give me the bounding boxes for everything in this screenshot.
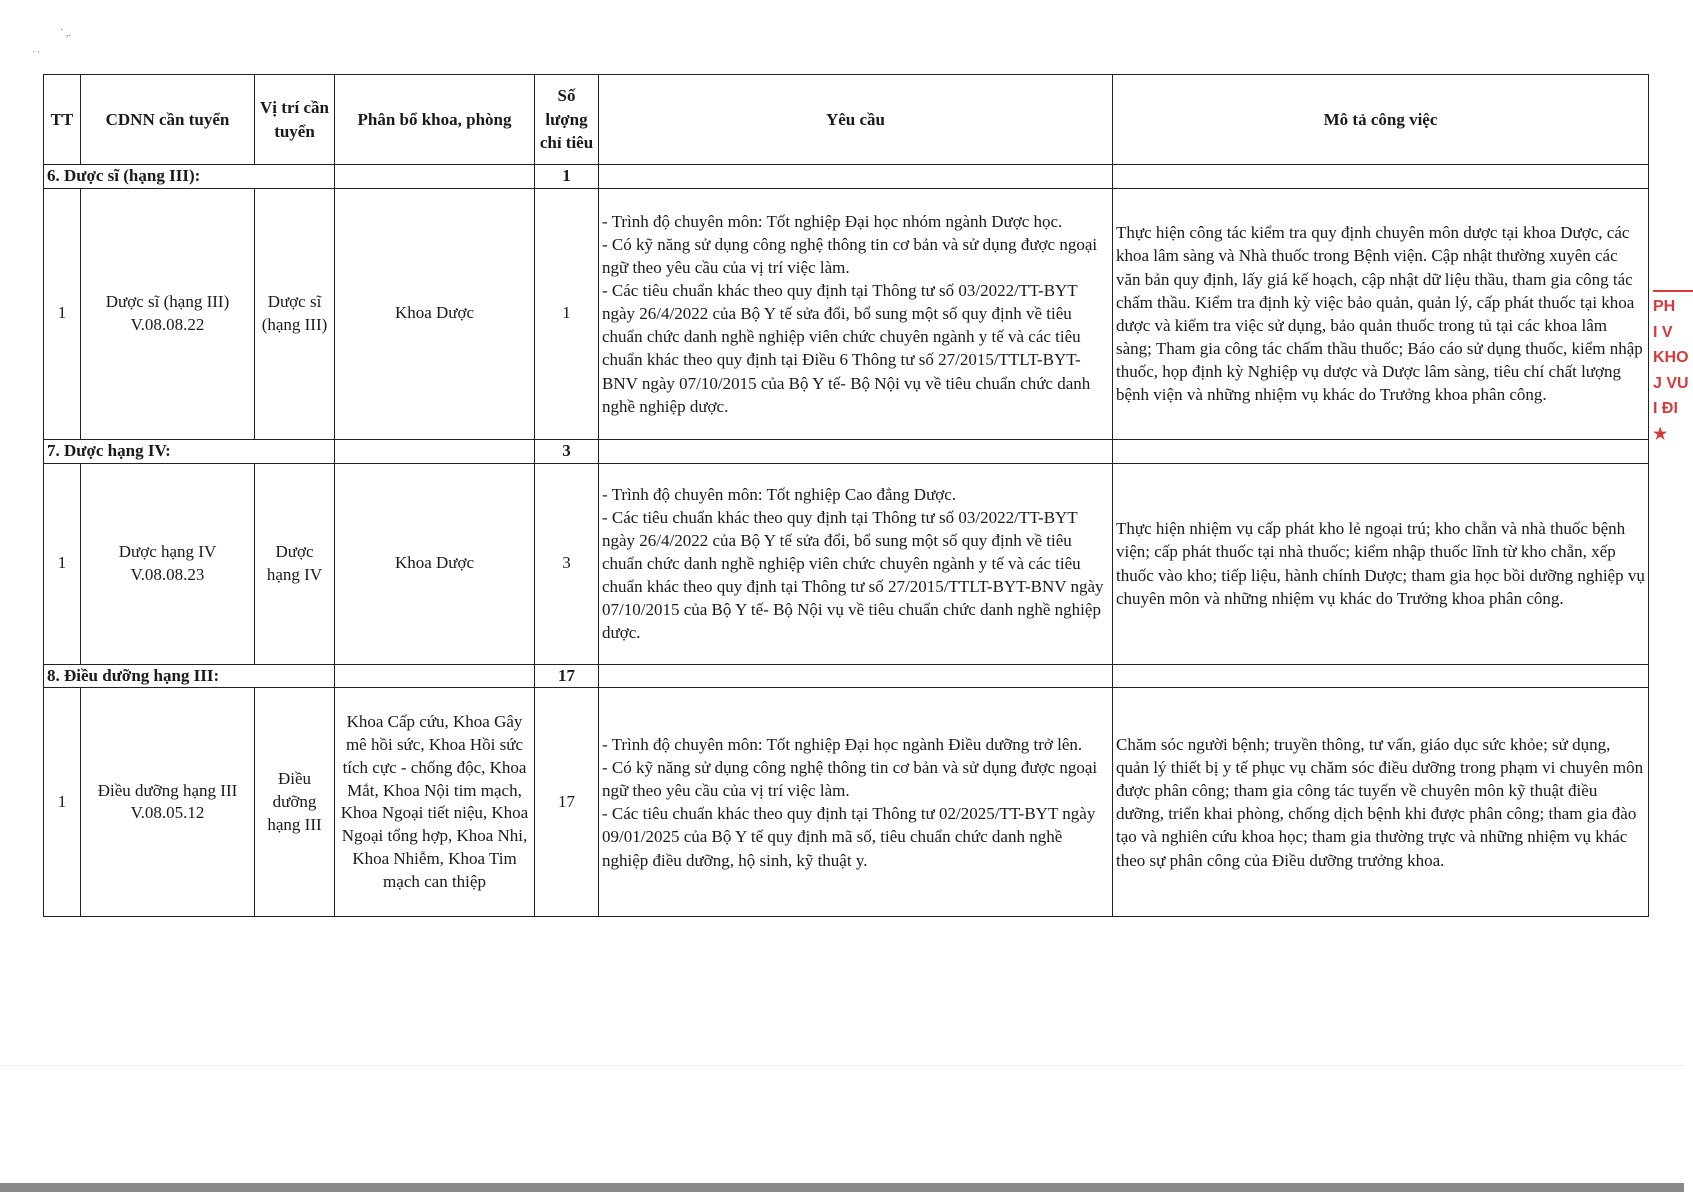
stamp-text: I V — [1653, 323, 1673, 341]
requirement-line: - Có kỹ năng sử dụng công nghệ thông tin cơ bản và sử dụng được ngoại ngữ theo yêu cầu của vị trí việc làm. — [602, 234, 1098, 277]
section-title: 6. Dược sĩ (hạng III): — [44, 165, 335, 189]
section-empty-cell — [335, 664, 535, 688]
section-row — [44, 439, 1649, 463]
scan-bottom-edge — [0, 1183, 1684, 1192]
table-row — [44, 688, 1649, 917]
table-row — [44, 463, 1649, 664]
cell-soluong: 17 — [535, 688, 599, 917]
section-empty-cell — [1113, 165, 1649, 189]
header-mota: Mô tả công việc — [1113, 75, 1649, 165]
section-count: 3 — [535, 439, 599, 463]
header-yeucau: Yêu cầu — [599, 75, 1113, 165]
cell-phanbo: Khoa Dược — [335, 463, 535, 664]
section-title: 7. Dược hạng IV: — [44, 439, 335, 463]
cell-tt: 1 — [44, 463, 81, 664]
stamp-text: J VU — [1653, 374, 1689, 392]
cell-yeucau — [599, 688, 1113, 917]
stamp-text: PH — [1653, 298, 1676, 315]
cell-vitri: Điều dưỡng hạng III — [255, 688, 335, 917]
cell-yeucau — [599, 188, 1113, 439]
stamp-border — [1653, 290, 1693, 292]
cell-yeucau — [599, 463, 1113, 664]
cell-phanbo: Khoa Cấp cứu, Khoa Gây mê hồi sức, Khoa Hồi sức tích cực - chống độc, Khoa Mắt, Khoa Nội tim mạch, Khoa Ngoại tiết niệu, Khoa Ngoại tổng hợp, Khoa Nhi, Khoa Nhiễm, Khoa Tim mạch can thiệp — [335, 688, 535, 917]
cell-mota: Chăm sóc người bệnh; truyền thông, tư vấn, giáo dục sức khỏe; sử dụng, quản lý thiết bị y tế phục vụ chăm sóc điều dưỡng trong phạm vi chuyên môn được phân công; tham gia công tác tuyến về chuyên môn kỹ thuật điều dưỡng, triển khai phòng, chống dịch bệnh khi được phân công; tham gia đào tạo và nghiên cứu khoa học; tham gia thường trực và những nhiệm vụ khác theo sự phân công của Điều dưỡng trưởng khoa. — [1113, 688, 1649, 917]
scan-speck: ˙ ' — [32, 50, 40, 61]
section-count: 1 — [535, 165, 599, 189]
header-cdnn: CDNN cần tuyển — [81, 75, 255, 165]
stamp-text: KHO — [1653, 349, 1689, 367]
scan-artifact-line — [0, 1065, 1684, 1066]
stamp-star-icon: ★ — [1653, 425, 1668, 443]
section-row — [44, 165, 1649, 189]
cell-mota: Thực hiện nhiệm vụ cấp phát kho lẻ ngoại trú; kho chẵn và nhà thuốc bệnh viện; cấp phát thuốc tại nhà thuốc; kiểm nhập thuốc lĩnh từ kho chẵn, xếp thuốc vào kho; tiếp liệu, hành chính Dược; tham gia học bồi dưỡng nghiệp vụ chuyên môn và những nhiệm vụ khác do Trưởng khoa phân công. — [1113, 463, 1649, 664]
header-vitri: Vị trí cần tuyển — [255, 75, 335, 165]
recruitment-table — [43, 74, 1649, 917]
cell-soluong: 3 — [535, 463, 599, 664]
cell-soluong: 1 — [535, 188, 599, 439]
cell-tt: 1 — [44, 188, 81, 439]
red-stamp-fragment — [1653, 290, 1689, 470]
section-empty-cell — [335, 165, 535, 189]
cell-vitri: Dược hạng IV — [255, 463, 335, 664]
requirement-line: - Trình độ chuyên môn: Tốt nghiệp Đại học nhóm ngành Dược học. — [602, 211, 1063, 231]
section-empty-cell — [1113, 664, 1649, 688]
requirement-line: - Các tiêu chuẩn khác theo quy định tại Thông tư 02/2025/TT-BYT ngày 09/01/2025 của Bộ Y tế quy định mã số, tiêu chuẩn chức danh nghề nghiệp điều dưỡng, hộ sinh, kỹ thuật y. — [602, 804, 1096, 870]
requirement-line: - Các tiêu chuẩn khác theo quy định tại Thông tư số 03/2022/TT-BYT ngày 26/4/2022 của Bộ Y tế sửa đổi, bổ sung một số quy định về tiêu chuẩn chức danh nghề nghiệp viên chức chuyên ngành y tế và các tiêu chuẩn khác theo quy định tại Điều 6 Thông tư số 27/2015/TTLT-BYT-BNV ngày 07/10/2015 của Bộ Y tế- Bộ Nội vụ về tiêu chuẩn chức danh nghề nghiệp dược. — [602, 281, 1091, 416]
header-soluong: Số lượng chỉ tiêu — [535, 75, 599, 165]
requirement-line: - Trình độ chuyên môn: Tốt nghiệp Đại học ngành Điều dưỡng trở lên. — [602, 734, 1083, 754]
cell-cdnn: Điều dưỡng hạng III V.08.05.12 — [81, 688, 255, 917]
table-row — [44, 188, 1649, 439]
stamp-text: I ĐI — [1653, 400, 1678, 418]
cell-cdnn: Dược sĩ (hạng III) V.08.08.22 — [81, 188, 255, 439]
cell-tt: 1 — [44, 688, 81, 917]
section-title: 8. Điều dưỡng hạng III: — [44, 664, 335, 688]
requirement-line: - Các tiêu chuẩn khác theo quy định tại Thông tư số 03/2022/TT-BYT ngày 26/4/2022 của Bộ Y tế sửa đổi, bổ sung một số quy định về tiêu chuẩn chức danh nghề nghiệp viên chức chuyên ngành y tế và các tiêu chuẩn khác theo quy định tại Thông tư số 27/2015/TTLT-BYT-BNV ngày 07/10/2015 của Bộ Y tế- Bộ Nội vụ về tiêu chuẩn chức danh nghề nghiệp dược. — [602, 507, 1104, 643]
section-empty-cell — [599, 439, 1113, 463]
header-phanbo: Phân bổ khoa, phòng — [335, 75, 535, 165]
header-tt: TT — [44, 75, 81, 165]
section-empty-cell — [599, 165, 1113, 189]
scan-speck: ˙ ,. — [60, 28, 71, 39]
section-count: 17 — [535, 664, 599, 688]
requirement-line: - Trình độ chuyên môn: Tốt nghiệp Cao đẳng Dược. — [602, 484, 957, 504]
section-empty-cell — [335, 439, 535, 463]
requirement-line: - Có kỹ năng sử dụng công nghệ thông tin cơ bản và sử dụng được ngoại ngữ theo yêu cầu của vị trí việc làm. — [602, 758, 1098, 801]
cell-phanbo: Khoa Dược — [335, 188, 535, 439]
section-empty-cell — [1113, 439, 1649, 463]
cell-cdnn: Dược hạng IV V.08.08.23 — [81, 463, 255, 664]
cell-vitri: Dược sĩ (hạng III) — [255, 188, 335, 439]
section-row — [44, 664, 1649, 688]
section-empty-cell — [599, 664, 1113, 688]
cell-mota: Thực hiện công tác kiểm tra quy định chuyên môn dược tại khoa Dược, các khoa lâm sàng và Nhà thuốc trong Bệnh viện. Cập nhật thường xuyên các văn bản quy định, lấy giá kế hoạch, cập nhật dữ liệu thầu, tham gia công tác chấm thầu. Kiểm tra định kỳ việc bảo quản, quản lý, cấp phát thuốc tại khoa dược và kiểm tra việc sử dụng, bảo quản thuốc trong tủ tại các khoa lâm sàng; Tham gia công tác chấm thầu thuốc; Báo cáo sử dụng thuốc, kiểm nhập thuốc, họp định kỳ Nghiệp vụ dược và Dược lâm sàng, tiêu chí chất lượng bệnh viện và những nhiệm vụ khác do Trưởng khoa phân công. — [1113, 188, 1649, 439]
header-row — [44, 75, 1649, 165]
